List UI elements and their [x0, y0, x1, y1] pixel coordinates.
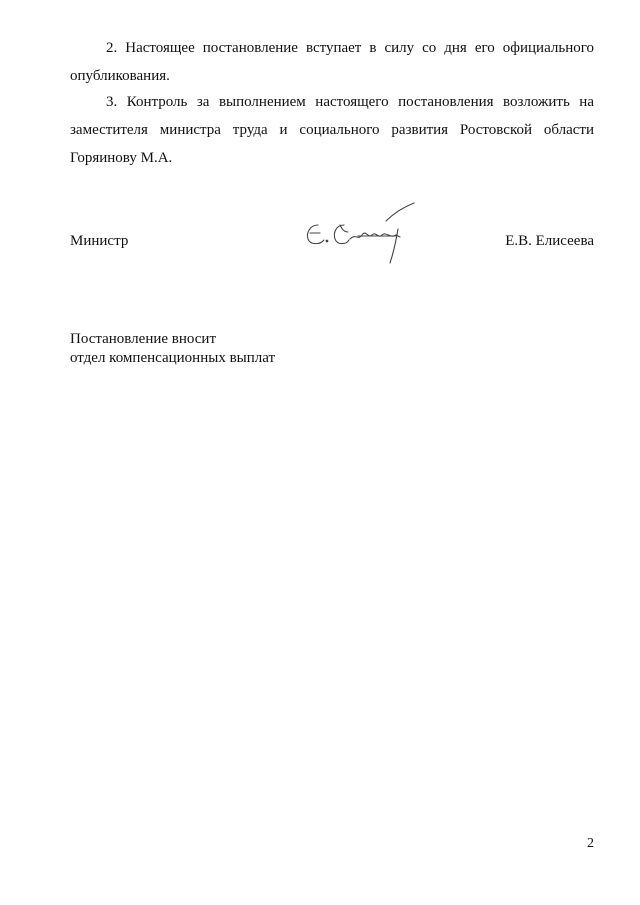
submitted-by-line-2: отдел компенсационных выплат: [70, 350, 276, 366]
handwritten-signature: [300, 195, 420, 267]
paragraph-text: 3. Контроль за выполнением настоящего постановления возложить на заместителя министра труда и социального развития Ростовской области Горяинову М.А.: [70, 94, 594, 166]
signatory-name: Е.В. Елисеева: [505, 233, 594, 249]
submitted-by-line-1: Постановление вносит: [70, 331, 217, 347]
page-number: 2: [587, 836, 594, 851]
paragraph-item-2: [70, 34, 594, 90]
paragraph-item-3: [70, 88, 594, 172]
signatory-title: Министр: [70, 233, 129, 249]
paragraph-text: 2. Настоящее постановление вступает в силу со дня его официального опубликования.: [70, 40, 594, 84]
submitted-by-block: [70, 330, 275, 368]
